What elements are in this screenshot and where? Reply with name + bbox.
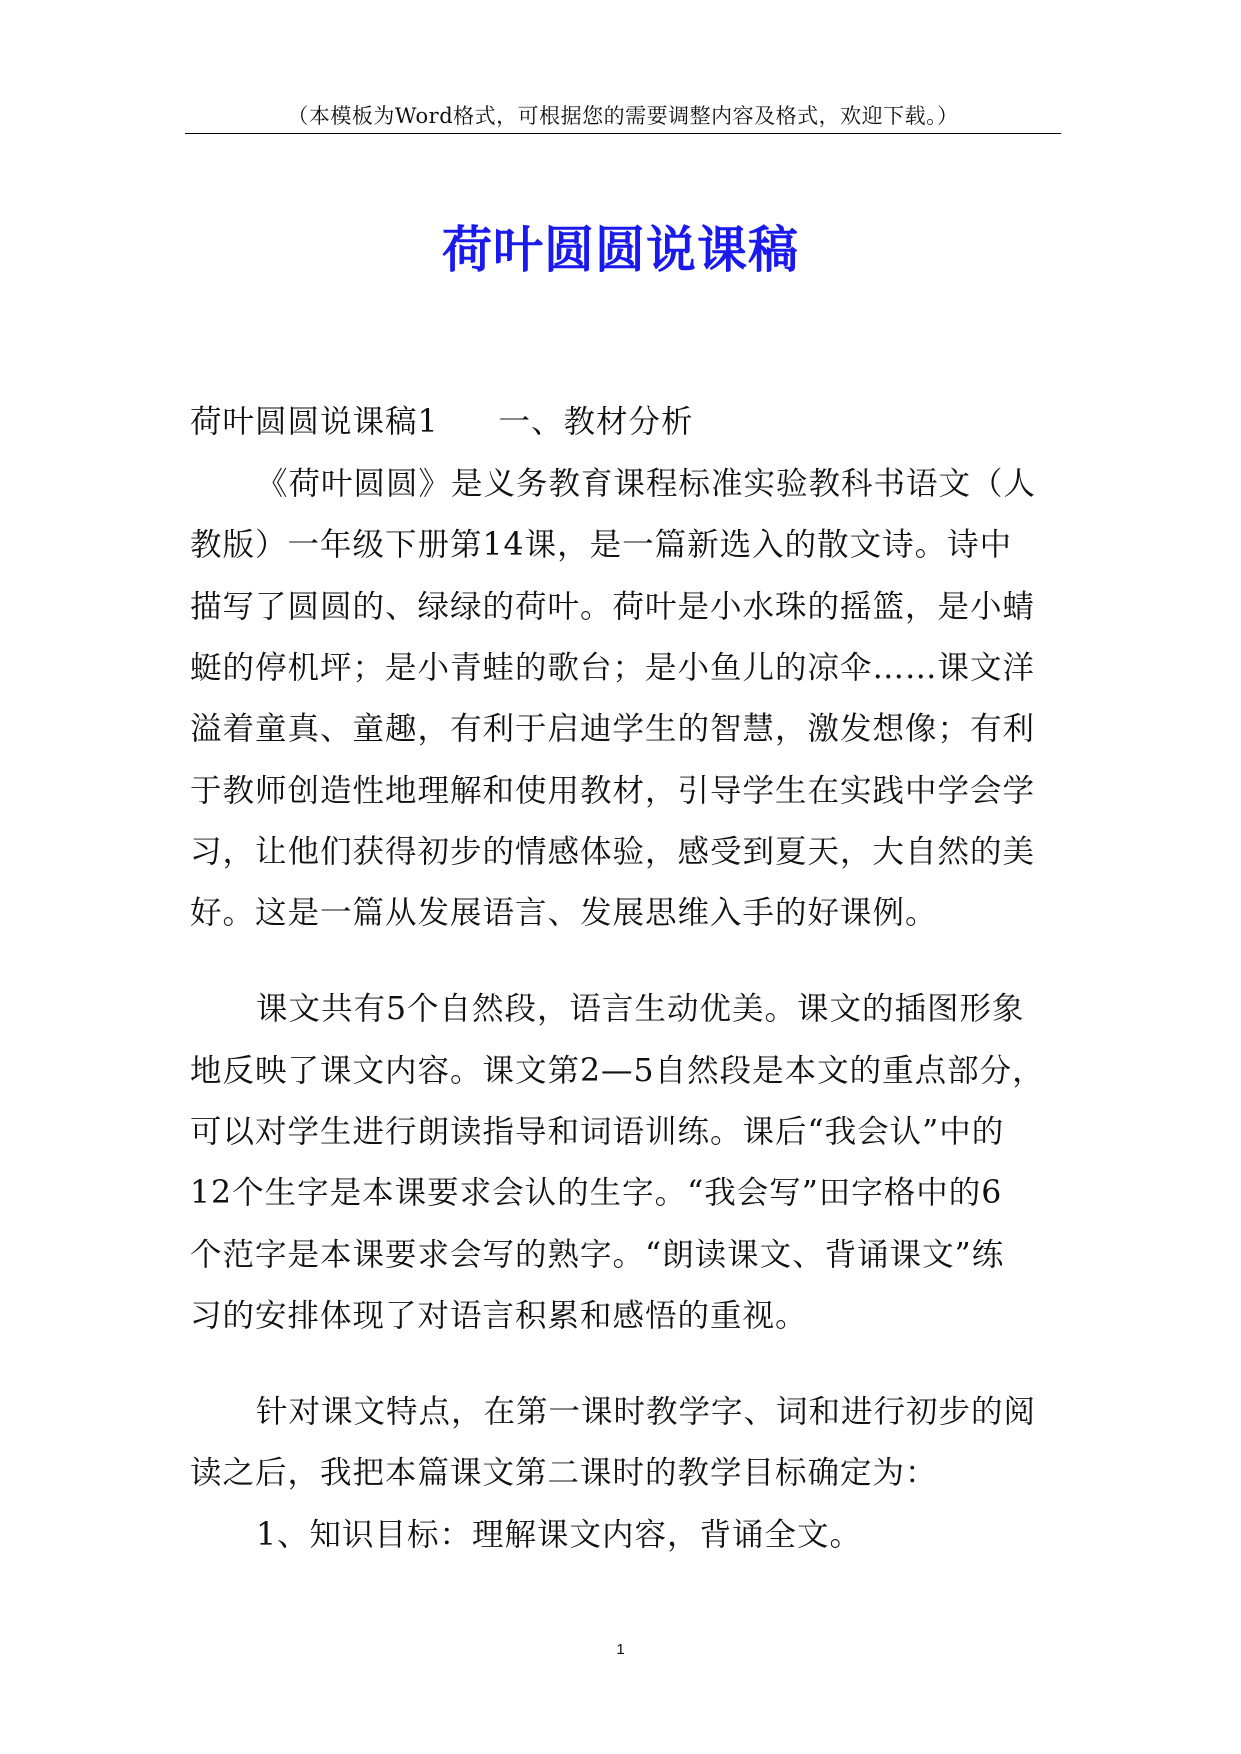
paragraph-line: 《荷叶圆圆》是义务教育课程标准实验教科书语文（人 xyxy=(256,466,1037,502)
header-note: （本模板为Word格式，可根据您的需要调整内容及格式，欢迎下载。） xyxy=(287,104,959,128)
paragraph-line: 溢着童真、童趣，有利于启迪学生的智慧，激发想像；有利 xyxy=(190,711,1036,747)
section-heading: 荷叶圆圆说课稿1 xyxy=(190,404,439,440)
paragraph-line: 12个生字是本课要求会认的生字。“我会写”田字格中的6 xyxy=(190,1175,1003,1211)
paragraph-line: 可以对学生进行朗读指导和词语训练。课后“我会认”中的 xyxy=(190,1114,1005,1150)
section-subheading: 一、教材分析 xyxy=(498,404,694,440)
paragraph-line: 好。这是一篇从发展语言、发展思维入手的好课例。 xyxy=(190,895,938,931)
paragraph-line: 地反映了课文内容。课文第2—5自然段是本文的重点部分， xyxy=(190,1053,1045,1089)
header-divider xyxy=(185,133,1061,134)
document-title: 荷叶圆圆说课稿 xyxy=(442,220,799,279)
paragraph-line: 1、知识目标：理解课文内容，背诵全文。 xyxy=(256,1517,863,1553)
paragraph-line: 于教师创造性地理解和使用教材，引导学生在实践中学会学 xyxy=(190,773,1036,809)
page-number: 1 xyxy=(616,1641,625,1658)
paragraph-line: 描写了圆圆的、绿绿的荷叶。荷叶是小水珠的摇篮，是小蜻 xyxy=(190,589,1036,625)
section-heading-line xyxy=(190,390,1070,455)
paragraph-line: 蜓的停机坪；是小青蛙的歌台；是小鱼儿的凉伞……课文洋 xyxy=(190,650,1036,686)
paragraph-line: 读之后，我把本篇课文第二课时的教学目标确定为： xyxy=(190,1455,938,1491)
paragraph-line: 习，让他们获得初步的情感体验，感受到夏天，大自然的美 xyxy=(190,834,1036,870)
paragraph-line: 个范字是本课要求会写的熟字。“朗读课文、背诵课文”练 xyxy=(190,1237,1005,1273)
paragraph-line: 课文共有5个自然段，语言生动优美。课文的插图形象 xyxy=(256,991,1025,1027)
paragraph-line: 针对课文特点，在第一课时教学字、词和进行初步的阅 xyxy=(256,1394,1037,1430)
paragraph-line: 教版）一年级下册第14课，是一篇新选入的散文诗。诗中 xyxy=(190,527,1013,563)
paragraph-line: 习的安排体现了对语言积累和感悟的重视。 xyxy=(190,1298,808,1334)
